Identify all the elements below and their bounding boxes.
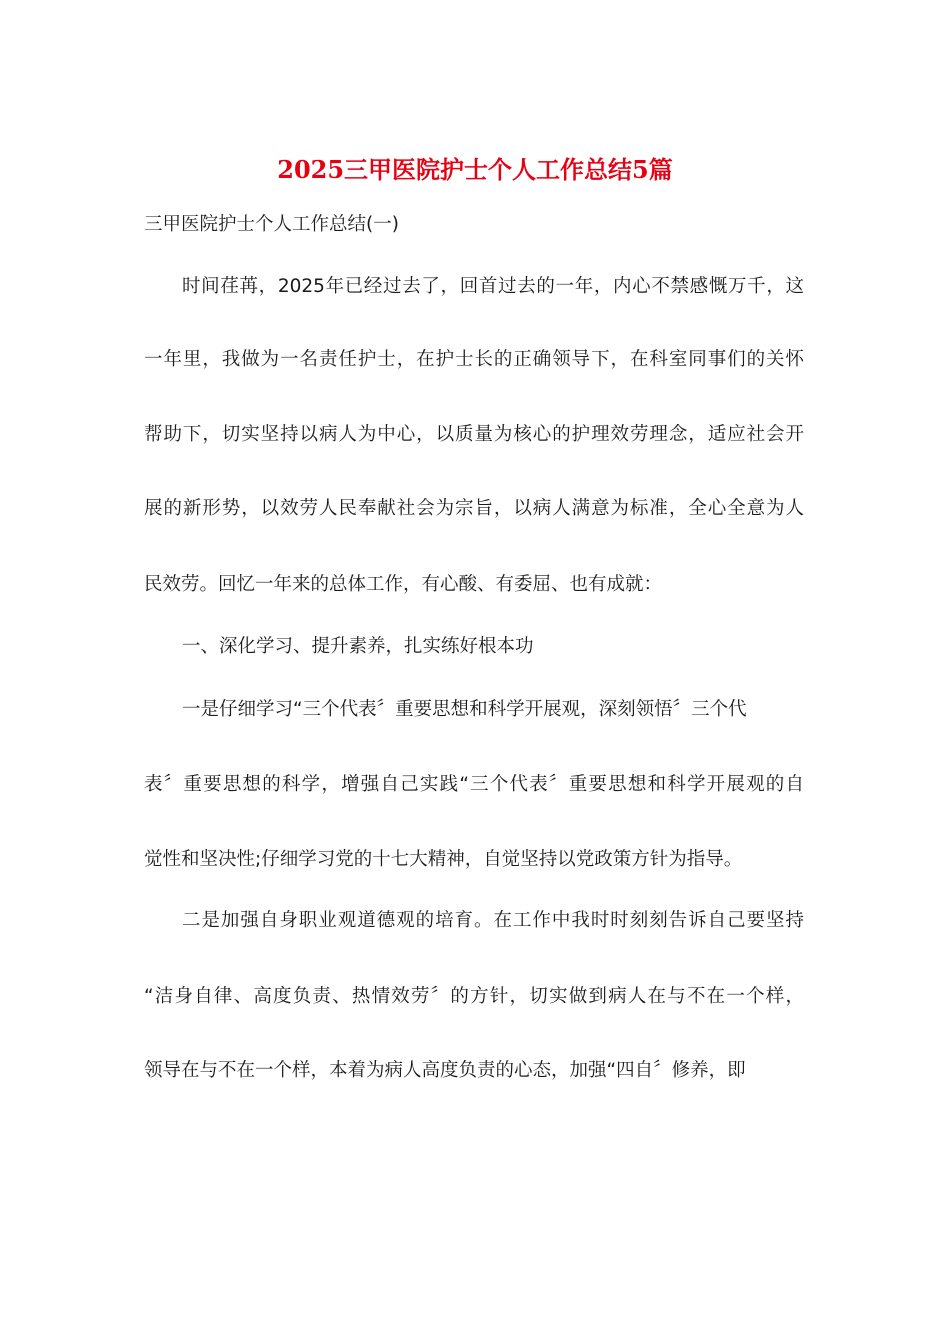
- paragraph-line: 帮助下，切实坚持以病人为中心，以质量为核心的护理效劳理念，适应社会开: [144, 424, 804, 445]
- paragraph-line: 民效劳。回忆一年来的总体工作，有心酸、有委屈、也有成就：: [144, 574, 663, 595]
- paragraph-line: 时间荏苒，2025年已经过去了，回首过去的一年，内心不禁感慨万千，这: [182, 276, 804, 297]
- section-heading: 三甲医院护士个人工作总结(一): [144, 214, 399, 235]
- document-title: 2025三甲医院护士个人工作总结5篇: [277, 155, 673, 184]
- paragraph-line: “洁身自律、高度负责、热情效劳〞的方针，切实做到病人在与不在一个样，: [144, 986, 804, 1007]
- paragraph-line: 展的新形势，以效劳人民奉献社会为宗旨，以病人满意为标准，全心全意为人: [144, 498, 804, 519]
- paragraph-line: 一年里，我做为一名责任护士，在护士长的正确领导下，在科室同事们的关怀: [144, 349, 804, 370]
- paragraph-line: 领导在与不在一个样，本着为病人高度负责的心态，加强“四自〞修养，即: [144, 1060, 746, 1081]
- subheading: 一、深化学习、提升素养，扎实练好根本功: [182, 636, 534, 657]
- paragraph-line: 二是加强自身职业观道德观的培育。在工作中我时时刻刻告诉自己要坚持: [182, 910, 804, 931]
- paragraph-line: 觉性和坚决性;仔细学习党的十七大精神，自觉坚持以党政策方针为指导。: [144, 849, 743, 870]
- paragraph-line: 一是仔细学习“三个代表〞重要思想和科学开展观，深刻领悟〞三个代: [182, 699, 747, 720]
- paragraph-line: 表〞重要思想的科学，增强自己实践“三个代表〞重要思想和科学开展观的自: [144, 774, 804, 795]
